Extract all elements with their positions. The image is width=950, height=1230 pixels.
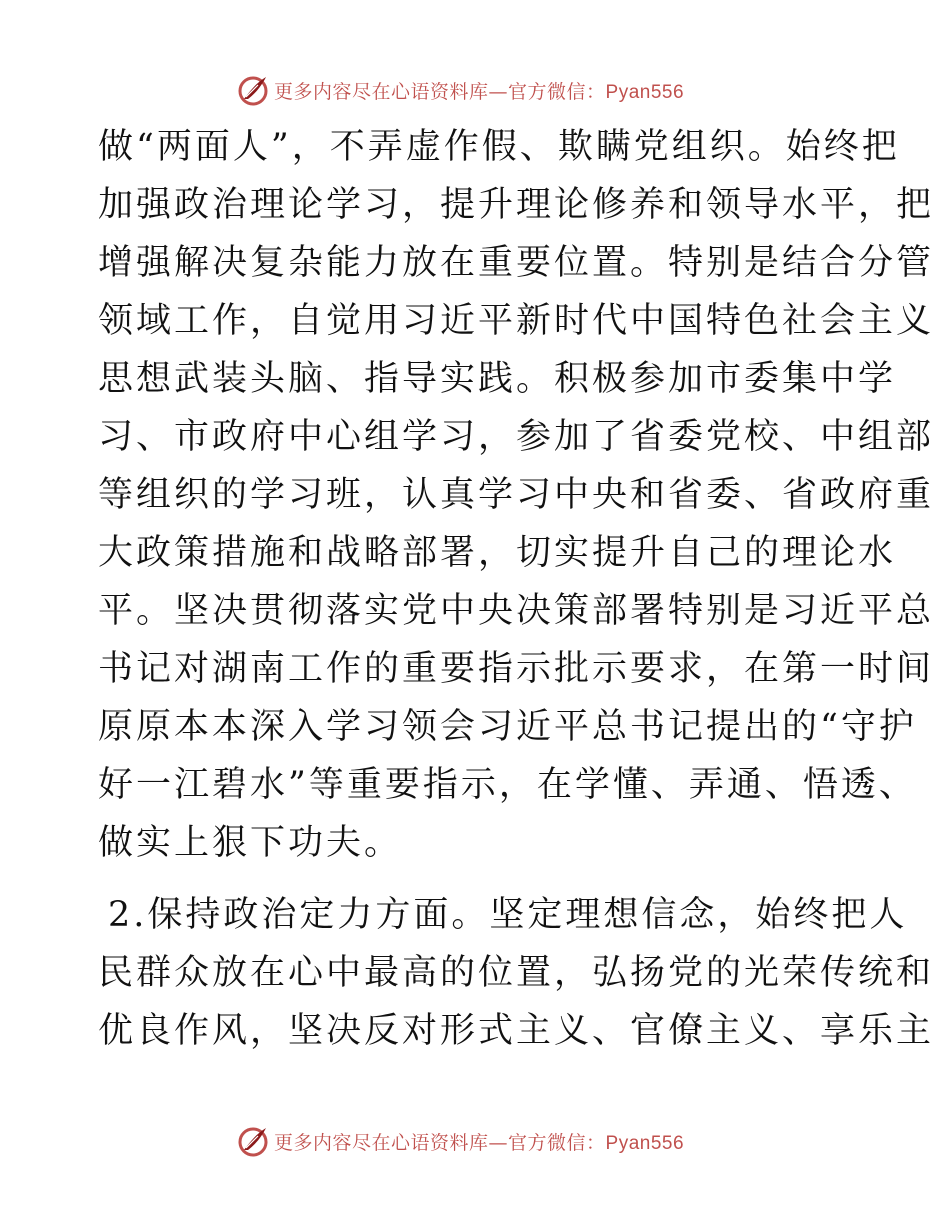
header-banner-text bbox=[274, 77, 684, 104]
text-line: 增强解决复杂能力放在重要位置。特别是结合分管 bbox=[98, 243, 935, 283]
footer-watermark-banner bbox=[0, 1121, 950, 1161]
header-site-text: 更多内容尽在心语资料库 bbox=[274, 80, 489, 103]
text-line: 民群众放在心中最高的位置，弘扬党的光荣传统和 bbox=[98, 953, 935, 993]
document-body bbox=[98, 118, 935, 1060]
footer-wechat-text: 官方微信：Pyan556 bbox=[508, 1132, 685, 1154]
quill-pen-logo-icon bbox=[236, 73, 270, 107]
paragraph-1 bbox=[98, 118, 935, 872]
header-watermark-banner bbox=[0, 70, 950, 110]
footer-dash: — bbox=[488, 1131, 509, 1154]
text-line: 平。坚决贯彻落实党中央决策部署特别是习近平总 bbox=[98, 591, 935, 631]
text-line: 优良作风，坚决反对形式主义、官僚主义、享乐主 bbox=[98, 1011, 935, 1051]
paragraph-gap bbox=[98, 872, 858, 886]
text-line: 等组织的学习班，认真学习中央和省委、省政府重 bbox=[98, 475, 935, 515]
text-line: 2.保持政治定力方面。坚定理想信念，始终把人 bbox=[108, 895, 908, 935]
text-line: 领域工作，自觉用习近平新时代中国特色社会主义 bbox=[98, 301, 935, 341]
header-wechat-text: 官方微信：Pyan556 bbox=[508, 81, 685, 103]
footer-banner-text bbox=[274, 1128, 684, 1155]
text-line: 习、市政府中心组学习，参加了省委党校、中组部 bbox=[98, 417, 935, 457]
text-line: 大政策措施和战略部署，切实提升自己的理论水 bbox=[98, 533, 897, 573]
text-line: 做实上狠下功夫。 bbox=[98, 823, 403, 863]
quill-pen-logo-icon bbox=[236, 1124, 270, 1158]
text-line: 书记对湖南工作的重要指示批示要求，在第一时间 bbox=[98, 649, 935, 689]
text-line: 思想武装头脑、指导实践。积极参加市委集中学 bbox=[98, 359, 897, 399]
header-dash: — bbox=[488, 80, 509, 103]
text-line: 原原本本深入学习领会习近平总书记提出的“守护 bbox=[98, 707, 917, 747]
text-line: 好一江碧水”等重要指示，在学懂、弄通、悟透、 bbox=[98, 765, 917, 805]
text-line: 做“两面人”，不弄虚作假、欺瞒党组织。始终把 bbox=[98, 127, 900, 167]
text-line: 加强政治理论学习，提升理论修养和领导水平，把 bbox=[98, 185, 935, 225]
paragraph-2 bbox=[98, 886, 935, 1060]
footer-site-text: 更多内容尽在心语资料库 bbox=[274, 1131, 489, 1154]
